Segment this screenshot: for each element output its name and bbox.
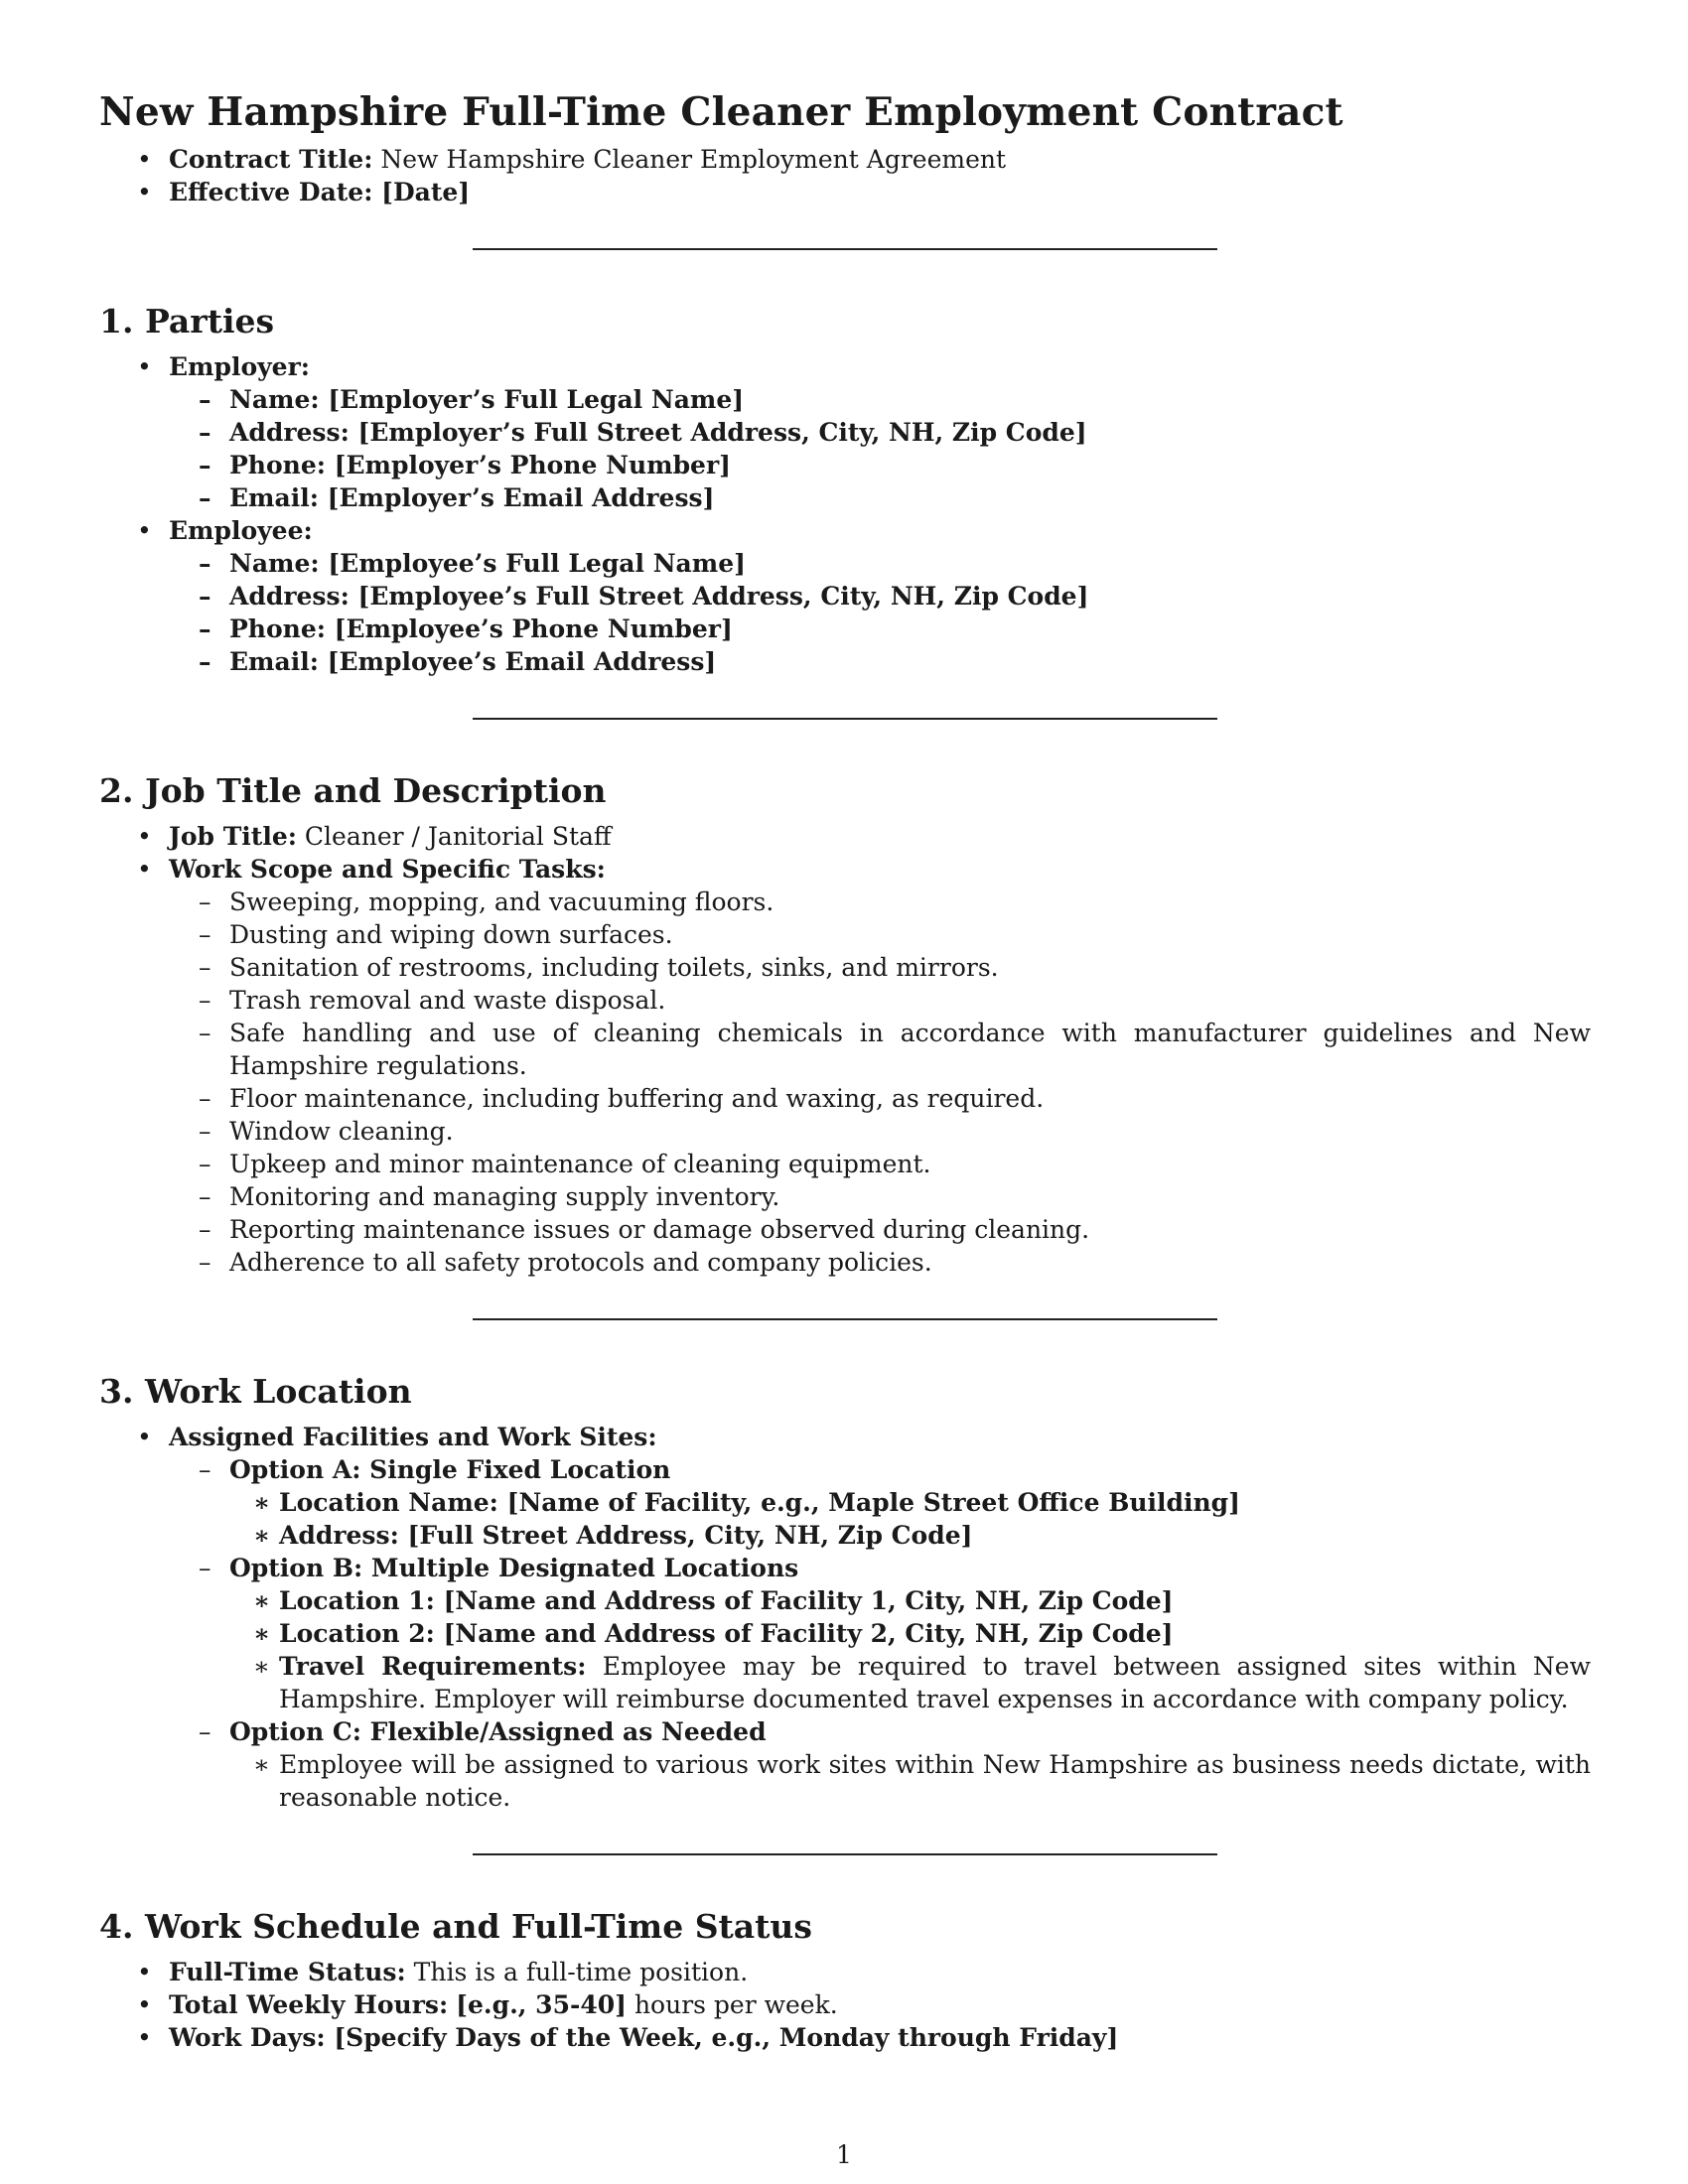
employer-name: – Name: [Employer’s Full Legal Name] [169, 383, 1591, 416]
contract-title-item [99, 143, 1591, 176]
task-item: – Sweeping, mopping, and vacuuming floors. [169, 886, 1591, 918]
work-scope-label: Work Scope and Specific Tasks: [169, 855, 606, 884]
option-a-details [229, 1486, 1591, 1552]
employee-label: Employee: [169, 516, 313, 545]
employee-details [169, 547, 1591, 678]
contract-meta-list [99, 143, 1591, 208]
section-divider [473, 718, 1217, 720]
employee-email: – Email: [Employee’s Email Address] [169, 645, 1591, 678]
task-item: – Sanitation of restrooms, including toilets, sinks, and mirrors. [169, 951, 1591, 984]
location-1: ∗ Location 1: [Name and Address of Facility 1, City, NH, Zip Code] [229, 1584, 1591, 1617]
job-list [99, 820, 1591, 1279]
job-title-label: Job Title: [169, 822, 297, 851]
task-item: – Upkeep and minor maintenance of cleaning equipment. [169, 1148, 1591, 1180]
employee-address: – Address: [Employee’s Full Street Address, City, NH, Zip Code] [169, 580, 1591, 613]
option-b-label: Option B: Multiple Designated Locations [229, 1554, 799, 1582]
option-c-text: ∗ Employee will be assigned to various work sites within New Hampshire as business needs dictate, with reasonable notice. [229, 1748, 1591, 1814]
travel-requirements [229, 1650, 1591, 1715]
option-c-label: Option C: Flexible/Assigned as Needed [229, 1717, 767, 1746]
work-days-label: Work Days: [Specify Days of the Week, e.g., Monday through Friday] [169, 2023, 1119, 2052]
location-2: ∗ Location 2: [Name and Address of Facility 2, City, NH, Zip Code] [229, 1617, 1591, 1650]
section-number: 1. [99, 302, 134, 341]
task-item: – Monitoring and managing supply inventory. [169, 1180, 1591, 1213]
section-title: Work Location [145, 1372, 412, 1411]
task-item: – Safe handling and use of cleaning chemicals in accordance with manufacturer guidelines and New Hampshire regulations. [169, 1017, 1591, 1082]
section-heading-schedule [99, 1907, 1591, 1946]
effective-date-item [99, 176, 1591, 208]
contract-page [99, 79, 1591, 2054]
employer-item [99, 350, 1591, 514]
hours-label: Total Weekly Hours: [169, 1990, 449, 2019]
work-days-item [99, 2021, 1591, 2054]
section-number: 2. [99, 771, 134, 810]
travel-text: Employee may be required to travel between assigned sites within New Hampshire. Employer will reimburse documented travel expenses in accordance with company policy. [279, 1652, 1591, 1713]
full-time-status-item [99, 1956, 1591, 1988]
weekly-hours-item [99, 1988, 1591, 2021]
option-a [169, 1453, 1591, 1552]
employer-address: – Address: [Employer’s Full Street Address, City, NH, Zip Code] [169, 416, 1591, 449]
work-scope-item [99, 853, 1591, 1279]
employee-name: – Name: [Employee’s Full Legal Name] [169, 547, 1591, 580]
schedule-list [99, 1956, 1591, 2054]
section-title: Work Schedule and Full-Time Status [145, 1907, 812, 1946]
section-number: 4. [99, 1907, 134, 1946]
employer-label: Employer: [169, 352, 310, 381]
section-heading-job [99, 771, 1591, 810]
hours-value: [e.g., 35-40] [456, 1990, 627, 2019]
section-heading-parties [99, 302, 1591, 341]
employee-phone: – Phone: [Employee’s Phone Number] [169, 613, 1591, 645]
option-b [169, 1552, 1591, 1715]
task-item: – Trash removal and waste disposal. [169, 984, 1591, 1017]
status-label: Full-Time Status: [169, 1958, 406, 1986]
status-value: This is a full-time position. [413, 1958, 749, 1986]
job-title-value: Cleaner / Janitorial Staff [304, 822, 612, 851]
location-address: ∗ Address: [Full Street Address, City, NH, Zip Code] [229, 1519, 1591, 1552]
travel-label: Travel Requirements: [279, 1652, 587, 1681]
employer-email: – Email: [Employer’s Email Address] [169, 481, 1591, 514]
hours-suffix: hours per week. [633, 1990, 838, 2019]
facilities-label: Assigned Facilities and Work Sites: [169, 1423, 657, 1451]
facilities-item [99, 1421, 1591, 1814]
document-title: New Hampshire Full-Time Cleaner Employment Contract [99, 89, 1343, 135]
section-title: Job Title and Description [145, 771, 607, 810]
section-divider [473, 1853, 1217, 1855]
job-title-item [99, 820, 1591, 853]
task-item: – Adherence to all safety protocols and company policies. [169, 1246, 1591, 1279]
section-divider [473, 1318, 1217, 1320]
task-item: – Dusting and wiping down surfaces. [169, 918, 1591, 951]
contract-title-label: Contract Title: [169, 145, 373, 174]
option-a-label: Option A: Single Fixed Location [229, 1455, 671, 1484]
employer-details [169, 383, 1591, 514]
option-b-details [229, 1584, 1591, 1715]
section-divider [473, 248, 1217, 250]
employer-phone: – Phone: [Employer’s Phone Number] [169, 449, 1591, 481]
option-c [169, 1715, 1591, 1814]
task-item: – Floor maintenance, including buffering and waxing, as required. [169, 1082, 1591, 1115]
section-heading-location [99, 1372, 1591, 1411]
effective-date-label: Effective Date: [Date] [169, 178, 471, 206]
parties-list [99, 350, 1591, 678]
location-options [169, 1453, 1591, 1814]
section-number: 3. [99, 1372, 134, 1411]
employee-item [99, 514, 1591, 678]
section-title: Parties [145, 302, 275, 341]
location-name: ∗ Location Name: [Name of Facility, e.g., Maple Street Office Building] [229, 1486, 1591, 1519]
page-number: 1 [836, 2140, 852, 2169]
option-c-details [229, 1748, 1591, 1814]
task-list [169, 886, 1591, 1279]
task-item: – Window cleaning. [169, 1115, 1591, 1148]
task-item: – Reporting maintenance issues or damage observed during cleaning. [169, 1213, 1591, 1246]
location-list [99, 1421, 1591, 1814]
contract-title-value: New Hampshire Cleaner Employment Agreement [380, 145, 1007, 174]
